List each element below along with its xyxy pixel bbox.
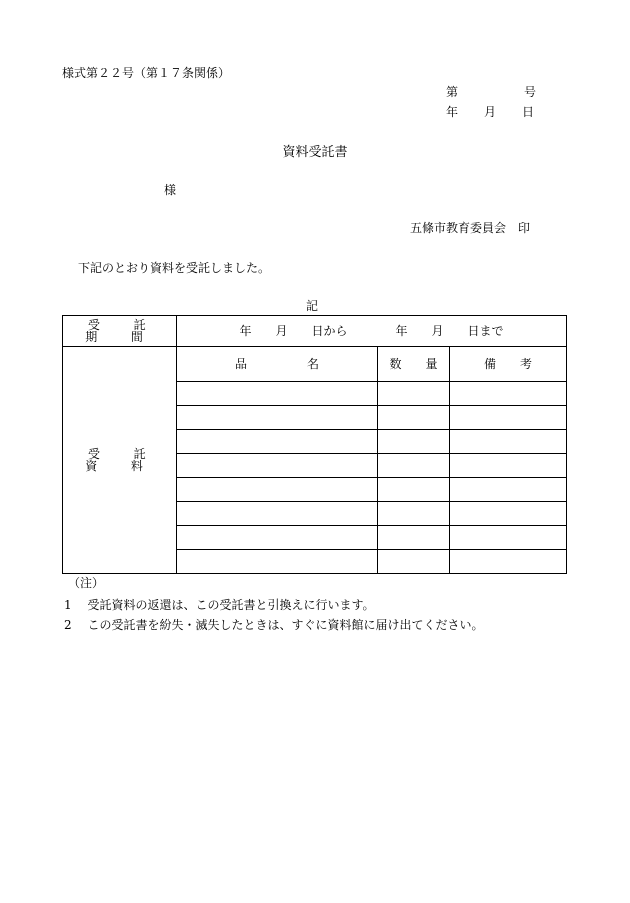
- item-cell: [177, 478, 378, 502]
- note-item: 2 この受託書を紛失・滅失したときは、すぐに資料館に届け出てください。: [64, 618, 484, 632]
- col-qty-header: 数 量: [378, 347, 450, 382]
- item-cell: [177, 502, 378, 526]
- note-cell: [450, 454, 567, 478]
- form-number: 様式第２２号（第１７条関係）: [62, 66, 231, 80]
- issuer-name: 五條市教育委員会 印: [410, 221, 531, 235]
- period-label: 受 託 期 間: [63, 316, 177, 347]
- ki-heading: 記: [305, 299, 318, 313]
- date-month-label: 月: [484, 105, 497, 119]
- qty-cell: [378, 550, 450, 574]
- date-day-label: 日: [522, 105, 535, 119]
- item-cell: [177, 430, 378, 454]
- note-cell: [450, 478, 567, 502]
- item-cell: [177, 382, 378, 406]
- item-cell: [177, 454, 378, 478]
- note-item: 1 受託資料の返還は、この受託書と引換えに行います。: [64, 598, 375, 612]
- note-cell: [450, 550, 567, 574]
- period-value: 年 月 日から 年 月 日まで: [177, 316, 567, 347]
- date-year-label: 年: [446, 105, 459, 119]
- qty-cell: [378, 454, 450, 478]
- note-cell: [450, 382, 567, 406]
- period-row: [63, 316, 567, 347]
- document-number-suffix: 号: [524, 85, 537, 99]
- item-cell: [177, 406, 378, 430]
- intro-text: 下記のとおり資料を受託しました。: [78, 261, 271, 275]
- document-number-label: 第: [446, 85, 459, 99]
- consignment-table: [62, 315, 567, 574]
- col-item-header: 品 名: [177, 347, 378, 382]
- note-cell: [450, 502, 567, 526]
- note-cell: [450, 406, 567, 430]
- note-cell: [450, 526, 567, 550]
- materials-header-row: [63, 347, 567, 382]
- qty-cell: [378, 478, 450, 502]
- qty-cell: [378, 502, 450, 526]
- addressee-honorific: 様: [164, 183, 177, 197]
- item-cell: [177, 526, 378, 550]
- notes-heading: （注）: [68, 576, 105, 590]
- qty-cell: [378, 526, 450, 550]
- qty-cell: [378, 430, 450, 454]
- qty-cell: [378, 382, 450, 406]
- qty-cell: [378, 406, 450, 430]
- item-cell: [177, 550, 378, 574]
- materials-label: 受 託 資 料: [63, 347, 177, 574]
- document-title: 資料受託書: [282, 145, 348, 160]
- note-cell: [450, 430, 567, 454]
- col-note-header: 備 考: [450, 347, 567, 382]
